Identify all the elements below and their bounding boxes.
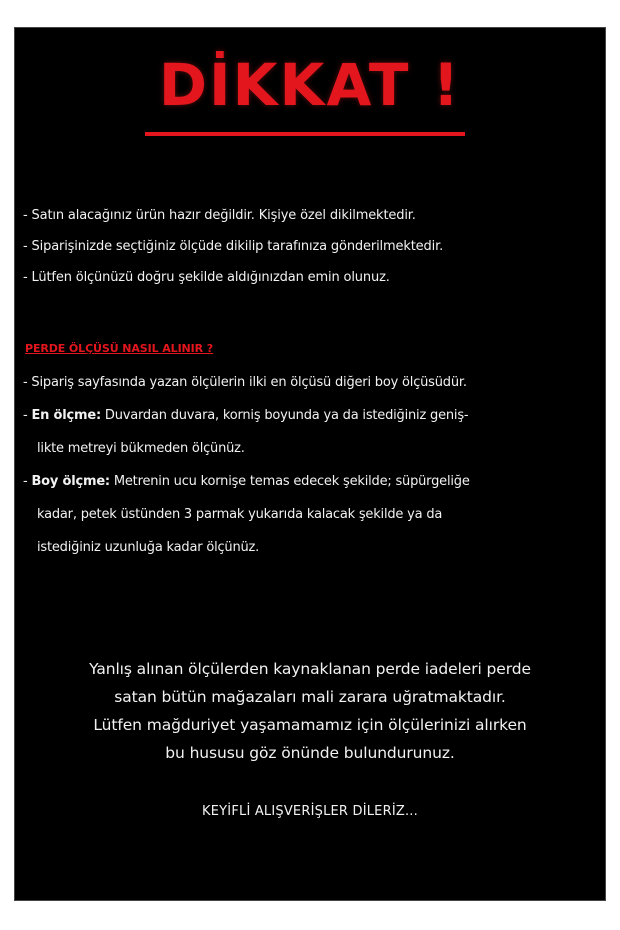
instruction-width [23,399,603,432]
notice-title: DİKKAT ! [158,51,462,119]
intro-item: - Lütfen ölçünüzü doğru şekilde aldığınızdan emin olunuz. [23,270,390,285]
measurement-instructions [23,366,603,564]
title-underline [145,132,465,136]
instruction-bullet: - [23,408,32,423]
instruction-bullet: - [23,474,32,489]
closing-line: Lütfen mağduriyet yaşamamamız için ölçülerinizi alırken [93,716,527,734]
section-heading: PERDE ÖLÇÜSÜ NASIL ALINIR ? [25,342,214,355]
width-text-continued: likte metreyi bükmeden ölçünüz. [37,441,245,456]
width-text: Duvardan duvara, korniş boyunda ya da istediğiniz geniş- [100,408,469,423]
height-label: Boy ölçme: [31,474,110,489]
intro-list [23,200,603,293]
notice-panel [14,27,606,901]
height-text: Metrenin ucu kornişe temas edecek şekilde; süpürgeliğe [109,474,470,489]
intro-item: - Satın alacağınız ürün hazır değildir. Kişiye özel dikilmektedir. [23,208,416,223]
height-text-continued: kadar, petek üstünden 3 parmak yukarıda kalacak şekilde ya da [37,507,443,522]
intro-item: - Siparişinizde seçtiğiniz ölçüde dikilip tarafınıza gönderilmektedir. [23,239,444,254]
closing-line: Yanlış alınan ölçülerden kaynaklanan perde iadeleri perde [89,660,531,678]
width-label: En ölçme: [31,408,101,423]
instruction-height [23,465,603,498]
closing-line: satan bütün mağazaları mali zarara uğratmaktadır. [114,688,506,706]
signoff: KEYİFLİ ALIŞVERİŞLER DİLERİZ... [202,804,418,819]
closing-line: bu hususu göz önünde bulundurunuz. [165,744,455,762]
instruction-line: - Sipariş sayfasında yazan ölçülerin ilki en ölçüsü diğeri boy ölçüsüdür. [23,375,467,390]
height-text-continued: istediğiniz uzunluğa kadar ölçünüz. [37,540,260,555]
closing-paragraph [15,655,605,767]
